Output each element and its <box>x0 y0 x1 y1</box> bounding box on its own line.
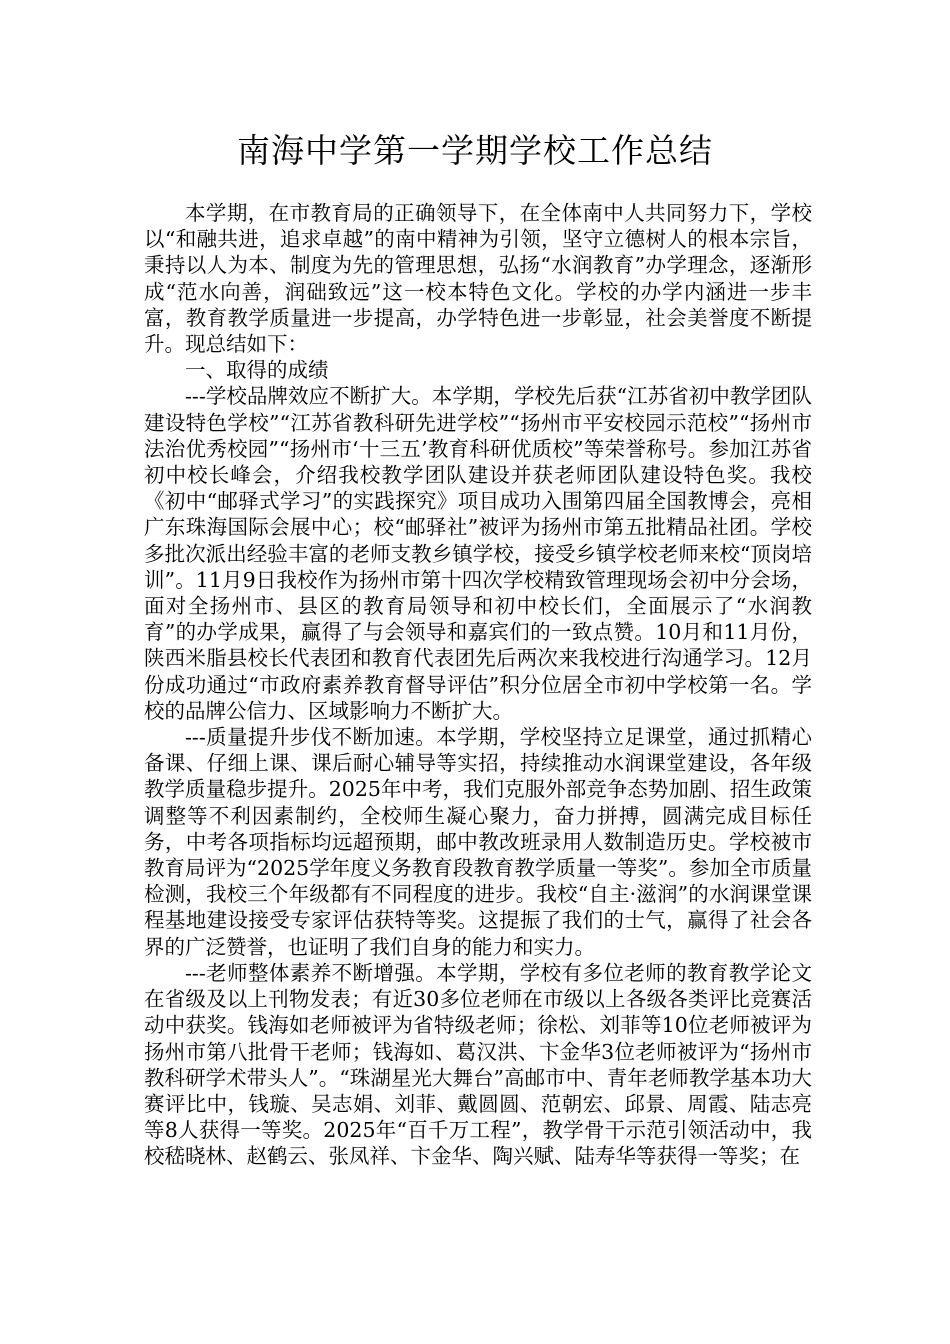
document-title: 南海中学第一学期学校工作总结 <box>237 131 713 170</box>
intro-paragraph: 本学期，在市教育局的正确领导下，在全体南中人共同努力下，学校以“和融共进，追求卓越”的南中精神为引领，坚守立德树人的根本宗旨，秉持以人为本、制度为先的管理思想，弘扬“水润教育”办学理念，逐渐形成“范水向善，润础致远”这一校本特色文化。学校的办学内涵进一步丰富，教育教学质量进一步提高，办学特色进一步彰显，社会美誉度不断提升。现总结如下： <box>144 201 812 357</box>
quality-paragraph: ---质量提升步伐不断加速。本学期，学校坚持立足课堂，通过抓精心备课、仔细上课、课后耐心辅导等实招，持续推动水润课堂建设，各年级教学质量稳步提升。2025年中考，我们克服外部竞争态势加剧、招生政策调整等不利因素制约，全校师生凝心聚力，奋力拼搏，圆满完成目标任务，中考各项指标均远超预期，邮中教改班录用人数制造历史。学校被市教育局评为“2025学年度义务教育段教育教学质量一等奖”。参加全市质量检测，我校三个年级都有不同程度的进步。我校“自主·滋润”的水润课堂课程基地建设接受专家评估获特等奖。这提振了我们的士气，赢得了社会各界的广泛赞誉，也证明了我们自身的能力和实力。 <box>144 725 812 959</box>
brand-paragraph: ---学校品牌效应不断扩大。本学期，学校先后获“江苏省初中教学团队建设特色学校”“江苏省教科研先进学校”“扬州市平安校园示范校”“扬州市法治优秀校园”“扬州市‘十三五’教育科研优质校”等荣誉称号。参加江苏省初中校长峰会，介绍我校教学团队建设并获老师团队建设特色奖。我校《初中“邮驿式学习”的实践探究》项目成功入围第四届全国教博会，亮相广东珠海国际会展中心；校“邮驿社”被评为扬州市第五批精品社团。学校多批次派出经验丰富的老师支教乡镇学校，接受乡镇学校老师来校“顶岗培训”。11月9日我校作为扬州市第十四次学校精致管理现场会初中分会场，面对全扬州市、县区的教育局领导和初中校长们，全面展示了“水润教育”的办学成果，赢得了与会领导和嘉宾们的一致点赞。10月和11月份，陕西米脂县校长代表团和教育代表团先后两次来我校进行沟通学习。12月份成功通过“市政府素养教育督导评估”积分位居全市初中学校第一名。学校的品牌公信力、区域影响力不断扩大。 <box>144 384 812 723</box>
teacher-paragraph: ---老师整体素养不断增强。本学期，学校有多位老师的教育教学论文在省级及以上刊物发表；有近30多位老师在市级以上各级各类评比竞赛活动中获奖。钱海如老师被评为省特级老师；徐松、刘菲等10位老师被评为扬州市第八批骨干老师；钱海如、葛汉洪、卞金华3位老师被评为“扬州市教科研学术带头人”。“珠湖星光大舞台”高邮市中、青年老师教学基本功大赛评比中，钱璇、吴志娟、刘菲、戴圆圆、范朝宏、邱景、周霞、陆志亮等8人获得一等奖。2025年“百千万工程”，教学骨干示范引领活动中，我校嵇晓林、赵鹤云、张凤祥、卞金华、陶兴赋、陆寿华等获得一等奖；在 <box>144 960 812 1169</box>
section-heading: 一、取得的成绩 <box>185 358 329 383</box>
document-body <box>144 200 812 1170</box>
